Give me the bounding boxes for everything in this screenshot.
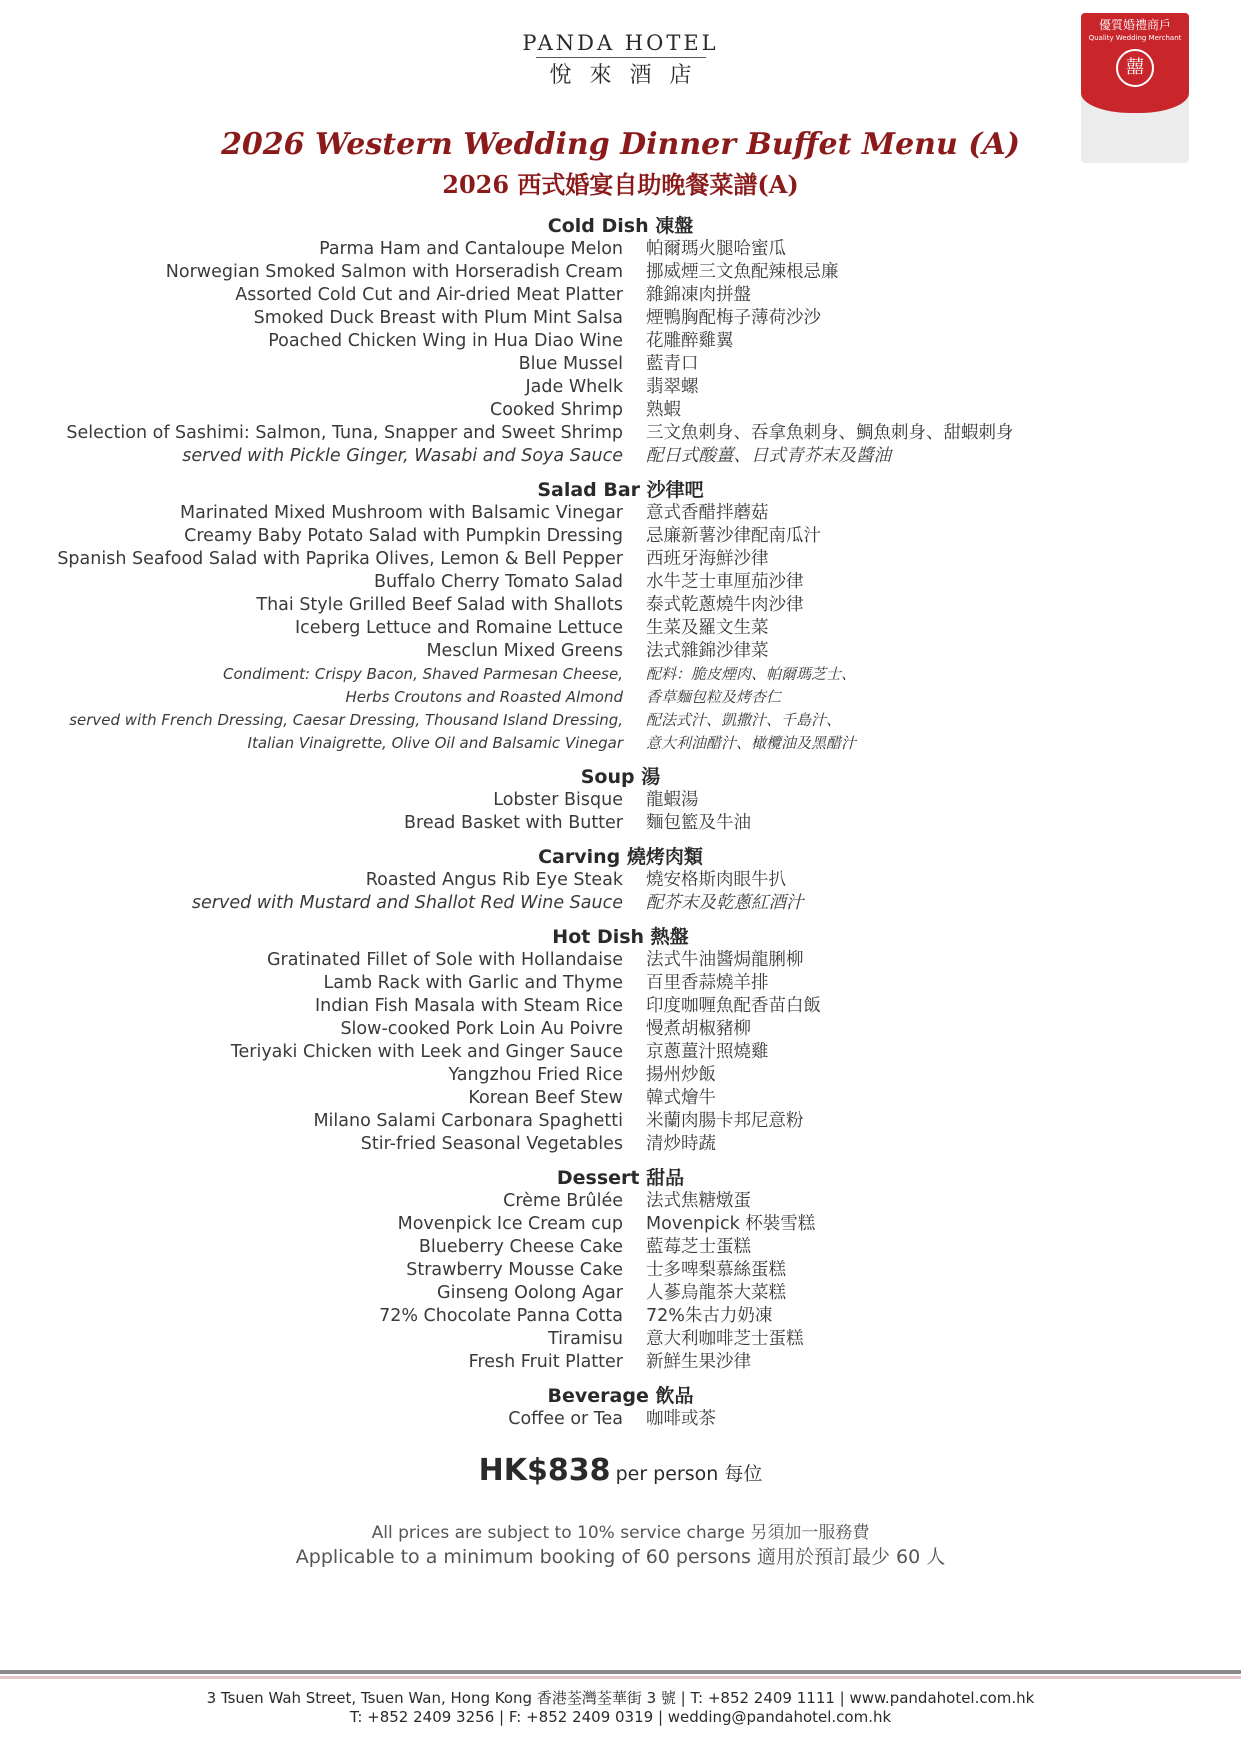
- menu-item-note: [0, 732, 1241, 755]
- item-zh: 三文魚刺身、吞拿魚刺身、鯛魚刺身、甜蝦刺身: [646, 423, 1014, 443]
- double-happiness-icon: 囍: [1116, 49, 1154, 87]
- item-zh: 印度咖喱魚配香苗白飯: [646, 996, 821, 1016]
- menu-item-note: [0, 445, 1241, 468]
- menu-item: [0, 640, 1241, 663]
- item-en: 72% Chocolate Panna Cotta: [379, 1306, 623, 1326]
- section-title-soup: Soup 湯: [580, 766, 661, 788]
- item-en: Milano Salami Carbonara Spaghetti: [313, 1111, 623, 1131]
- item-zh: 清炒時蔬: [646, 1134, 716, 1154]
- item-en: Jade Whelk: [525, 377, 623, 397]
- item-zh: 生菜及羅文生菜: [646, 618, 769, 638]
- menu-item: [0, 571, 1241, 594]
- item-zh: 法式焦糖燉蛋: [646, 1191, 751, 1211]
- item-en: Tiramisu: [547, 1329, 623, 1349]
- menu-item: [0, 548, 1241, 571]
- badge-banner: [1081, 13, 1189, 113]
- item-zh: 忌廉新薯沙律配南瓜汁: [646, 526, 821, 546]
- menu-item: [0, 1190, 1241, 1213]
- item-zh: 法式雜錦沙律菜: [646, 641, 769, 661]
- menu-item: [0, 995, 1241, 1018]
- item-zh: 意大利咖啡芝士蛋糕: [646, 1329, 804, 1349]
- minimum-booking-note: Applicable to a minimum booking of 60 persons 適用於預訂最少 60 人: [295, 1546, 946, 1568]
- item-zh: 花雕醉雞翼: [646, 331, 734, 351]
- item-zh: 慢煮胡椒豬柳: [646, 1019, 751, 1039]
- item-en: Coffee or Tea: [508, 1409, 623, 1429]
- menu-item: [0, 1259, 1241, 1282]
- item-en: Roasted Angus Rib Eye Steak: [365, 870, 623, 890]
- item-zh: 意大利油醋汁、橄欖油及黑醋汁: [646, 734, 857, 752]
- footer-address: 3 Tsuen Wah Street, Tsuen Wan, Hong Kong 香港荃灣荃華街 3 號 | T: +852 2409 1111 | www.pandahotel.com.hk: [206, 1689, 1035, 1707]
- badge-zh: 優質婚禮商戶: [1098, 18, 1171, 32]
- menu-item: [0, 1110, 1241, 1133]
- item-zh: 雜錦凍肉拼盤: [646, 285, 751, 305]
- item-zh: 新鮮生果沙律: [646, 1352, 751, 1372]
- menu-item: [0, 1041, 1241, 1064]
- item-zh: 挪威煙三文魚配辣根忌廉: [646, 262, 839, 282]
- footer-contact: T: +852 2409 3256 | F: +852 2409 0319 | wedding@pandahotel.com.hk: [349, 1708, 892, 1726]
- menu-item: [0, 307, 1241, 330]
- item-en: Cooked Shrimp: [490, 400, 623, 420]
- menu-item: [0, 376, 1241, 399]
- item-en: Blueberry Cheese Cake: [418, 1237, 623, 1257]
- item-en: Parma Ham and Cantaloupe Melon: [319, 239, 623, 259]
- menu-item: [0, 1351, 1241, 1374]
- menu-item: [0, 422, 1241, 445]
- menu-item: [0, 238, 1241, 261]
- logo-divider: [536, 57, 706, 58]
- section-title-salad: Salad Bar 沙律吧: [537, 479, 704, 501]
- hotel-logo: [0, 30, 1241, 90]
- price-unit: per person 每位: [615, 1463, 763, 1485]
- menu-item: [0, 812, 1241, 835]
- item-en: Korean Beef Stew: [468, 1088, 623, 1108]
- menu-item: [0, 1408, 1241, 1431]
- item-en: Iceberg Lettuce and Romaine Lettuce: [295, 618, 623, 638]
- item-zh: 藍青口: [646, 354, 699, 374]
- item-zh: 配芥末及乾蔥紅酒汁: [646, 893, 804, 913]
- menu-item-note: [0, 709, 1241, 732]
- section-title-beverage: Beverage 飲品: [547, 1385, 694, 1407]
- item-en: Thai Style Grilled Beef Salad with Shallots: [256, 595, 623, 615]
- item-zh: 水牛芝士車厘茄沙律: [646, 572, 804, 592]
- menu-item: [0, 1133, 1241, 1156]
- item-en: served with Pickle Ginger, Wasabi and Soya Sauce: [182, 446, 623, 466]
- price-amount: HK$838: [478, 1453, 611, 1488]
- service-charge-note: All prices are subject to 10% service charge 另須加一服務費: [371, 1523, 870, 1543]
- item-en: Fresh Fruit Platter: [468, 1352, 623, 1372]
- menu-item: [0, 330, 1241, 353]
- item-zh: 熟蝦: [646, 400, 681, 420]
- price-line: [0, 1453, 1241, 1488]
- menu-item: [0, 284, 1241, 307]
- menu-title-en: 2026 Western Wedding Dinner Buffet Menu (A): [221, 127, 1020, 162]
- menu-item: [0, 1305, 1241, 1328]
- item-en: Crème Brûlée: [503, 1191, 623, 1211]
- item-zh: 米蘭肉腸卡邦尼意粉: [646, 1111, 804, 1131]
- menu-item: [0, 1236, 1241, 1259]
- menu-item: [0, 1213, 1241, 1236]
- item-en: Slow-cooked Pork Loin Au Poivre: [340, 1019, 623, 1039]
- item-en: Assorted Cold Cut and Air-dried Meat Platter: [235, 285, 623, 305]
- item-zh: 香草麵包粒及烤杏仁: [646, 688, 782, 706]
- item-zh: 揚州炒飯: [646, 1065, 716, 1085]
- item-zh: 燒安格斯肉眼牛扒: [646, 870, 786, 890]
- menu-item-note: [0, 686, 1241, 709]
- item-zh: 泰式乾蔥燒牛肉沙律: [646, 595, 804, 615]
- item-zh: 百里香蒜燒羊排: [646, 973, 769, 993]
- menu-body: [0, 215, 1241, 1431]
- item-en: Indian Fish Masala with Steam Rice: [314, 996, 623, 1016]
- item-en: Buffalo Cherry Tomato Salad: [374, 572, 623, 592]
- menu-item: [0, 1087, 1241, 1110]
- item-en: Lobster Bisque: [493, 790, 623, 810]
- menu-item: [0, 1018, 1241, 1041]
- item-zh: 人蔘烏龍茶大菜糕: [646, 1283, 786, 1303]
- item-zh: 72%朱古力奶凍: [646, 1306, 773, 1326]
- badge-en: Quality Wedding Merchant: [1088, 34, 1182, 42]
- menu-item: [0, 949, 1241, 972]
- item-zh: 西班牙海鮮沙律: [646, 549, 769, 569]
- item-zh: 麵包籃及牛油: [646, 813, 751, 833]
- item-zh: 配日式酸薑、日式青芥末及醬油: [646, 446, 891, 466]
- section-title-cold: Cold Dish 凍盤: [547, 215, 694, 237]
- item-en: Mesclun Mixed Greens: [426, 641, 623, 661]
- menu-item: [0, 353, 1241, 376]
- item-zh: 煙鴨胸配梅子薄荷沙沙: [646, 308, 821, 328]
- item-en: Blue Mussel: [518, 354, 623, 374]
- menu-item: [0, 869, 1241, 892]
- menu-title-zh: 2026 西式婚宴自助晚餐菜譜(A): [442, 170, 799, 199]
- item-zh: 配法式汁、凱撒汁、千島汁、: [646, 711, 842, 729]
- item-zh: 士多啤梨慕絲蛋糕: [646, 1260, 786, 1280]
- item-zh: 配料：脆皮煙肉、帕爾瑪芝士、: [646, 665, 857, 683]
- item-en: Italian Vinaigrette, Olive Oil and Balsamic Vinegar: [247, 734, 623, 752]
- section-title-hot: Hot Dish 熱盤: [552, 926, 689, 948]
- item-en: served with Mustard and Shallot Red Wine Sauce: [191, 893, 623, 913]
- item-en: Teriyaki Chicken with Leek and Ginger Sauce: [230, 1042, 623, 1062]
- menu-item: [0, 594, 1241, 617]
- item-en: Smoked Duck Breast with Plum Mint Salsa: [253, 308, 623, 328]
- item-zh: 意式香醋拌蘑菇: [646, 503, 769, 523]
- menu-item-note: [0, 892, 1241, 915]
- menu-item: [0, 525, 1241, 548]
- item-zh: 韓式燴牛: [646, 1088, 716, 1108]
- menu-item: [0, 617, 1241, 640]
- item-en: Gratinated Fillet of Sole with Hollandaise: [267, 950, 623, 970]
- menu-item: [0, 1328, 1241, 1351]
- item-en: Marinated Mixed Mushroom with Balsamic Vinegar: [180, 503, 623, 523]
- item-en: Yangzhou Fried Rice: [448, 1065, 623, 1085]
- item-en: Herbs Croutons and Roasted Almond: [345, 688, 623, 706]
- menu-item: [0, 789, 1241, 812]
- menu-item: [0, 261, 1241, 284]
- item-zh: 京蔥薑汁照燒雞: [646, 1042, 769, 1062]
- item-en: Poached Chicken Wing in Hua Diao Wine: [268, 331, 623, 351]
- item-en: Bread Basket with Butter: [404, 813, 623, 833]
- item-en: Ginseng Oolong Agar: [437, 1283, 623, 1303]
- item-zh: 藍莓芝士蛋糕: [646, 1237, 751, 1257]
- section-title-dessert: Dessert 甜品: [556, 1167, 685, 1189]
- menu-item: [0, 399, 1241, 422]
- item-en: Lamb Rack with Garlic and Thyme: [323, 973, 623, 993]
- item-en: Norwegian Smoked Salmon with Horseradish Cream: [165, 262, 623, 282]
- item-zh: 帕爾瑪火腿哈蜜瓜: [646, 239, 786, 259]
- item-en: Creamy Baby Potato Salad with Pumpkin Dressing: [184, 526, 623, 546]
- item-en: Selection of Sashimi: Salmon, Tuna, Snapper and Sweet Shrimp: [66, 423, 623, 443]
- item-zh: 龍蝦湯: [646, 790, 699, 810]
- logo-zh: 悅來酒店: [549, 63, 710, 88]
- menu-item: [0, 1282, 1241, 1305]
- item-en: served with French Dressing, Caesar Dressing, Thousand Island Dressing,: [69, 711, 623, 729]
- item-zh: 咖啡或茶: [646, 1409, 716, 1429]
- logo-en: PANDA HOTEL: [522, 31, 719, 55]
- item-en: Movenpick Ice Cream cup: [397, 1214, 623, 1234]
- footer-rule: [0, 1670, 1241, 1674]
- item-zh: Movenpick 杯裝雪糕: [646, 1214, 816, 1234]
- item-en: Condiment: Crispy Bacon, Shaved Parmesan Cheese,: [222, 665, 623, 683]
- item-en: Spanish Seafood Salad with Paprika Olives, Lemon & Bell Pepper: [57, 549, 623, 569]
- menu-item-note: [0, 663, 1241, 686]
- item-en: Strawberry Mousse Cake: [406, 1260, 623, 1280]
- menu-item: [0, 972, 1241, 995]
- item-zh: 法式牛油醬焗龍脷柳: [646, 950, 804, 970]
- menu-item: [0, 502, 1241, 525]
- item-zh: 翡翠螺: [646, 377, 699, 397]
- menu-item: [0, 1064, 1241, 1087]
- footer-rule-accent: [0, 1676, 1241, 1679]
- item-en: Stir-fried Seasonal Vegetables: [360, 1134, 623, 1154]
- section-title-carving: Carving 燒烤肉類: [538, 846, 703, 868]
